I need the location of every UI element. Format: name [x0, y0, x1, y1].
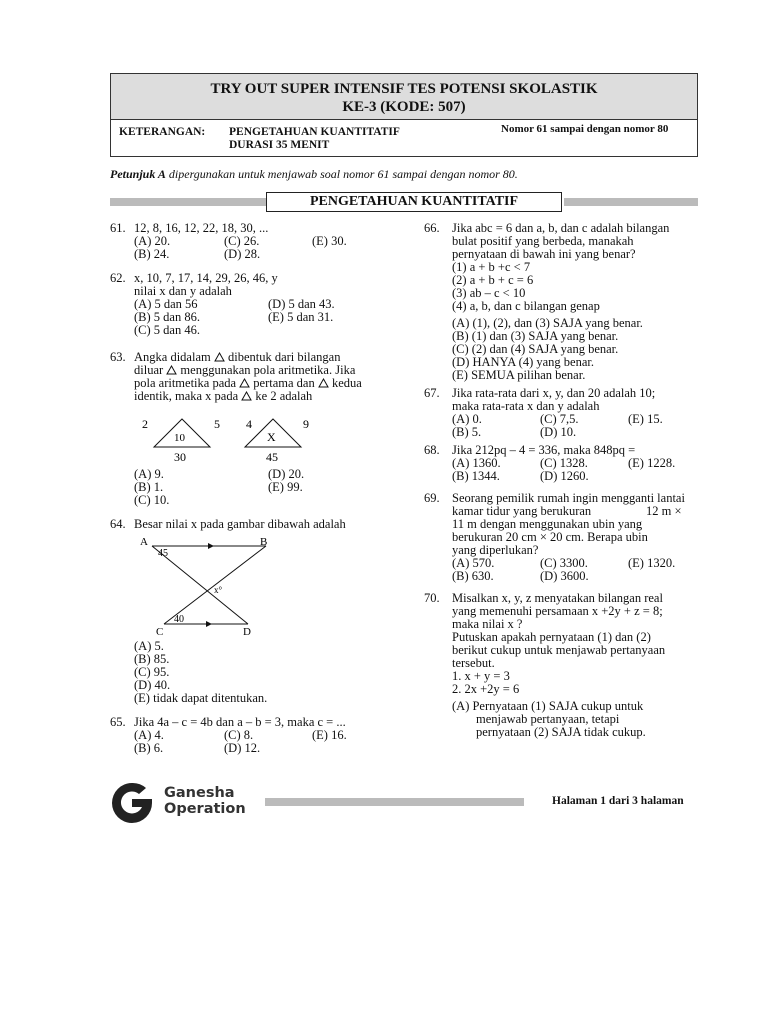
- q65-option-e: (E) 16.: [312, 728, 347, 742]
- arrow-cd-icon: [206, 621, 212, 627]
- q65-option-d: (D) 12.: [224, 741, 261, 755]
- q69-option-d: (D) 3600.: [540, 569, 589, 583]
- q67-number: 67.: [424, 386, 440, 400]
- q63-l3a: pola aritmetika pada: [134, 376, 237, 390]
- q65-option-b: (B) 6.: [134, 741, 164, 755]
- angle-x: x°: [214, 585, 223, 595]
- q67-line2: maka rata-rata x dan y adalah: [452, 399, 600, 413]
- q65-number: 65.: [110, 715, 126, 729]
- q70-line4: Putuskan apakah pernyataan (1) dan (2): [452, 630, 651, 644]
- q63-line2: [134, 364, 355, 377]
- ganesha-logo-icon: [108, 780, 156, 824]
- q66-line1: Jika abc = 6 dan a, b, dan c adalah bilangan: [452, 221, 670, 235]
- q68-option-a: (A) 1360.: [452, 456, 501, 470]
- q63-l4b: ke 2 adalah: [255, 389, 313, 403]
- question-62: [110, 272, 390, 338]
- q64-text: Besar nilai x pada gambar dibawah adalah: [134, 517, 346, 531]
- q66-option-c: (C) (2) dan (4) SAJA yang benar.: [452, 342, 619, 356]
- triangle-2-right: 9: [303, 417, 309, 431]
- duration-label: DURASI 35 MENIT: [229, 139, 330, 151]
- keterangan-label: KETERANGAN:: [119, 126, 206, 138]
- q63-line3: [134, 377, 362, 390]
- q62-number: 62.: [110, 271, 126, 285]
- triangle-symbol-icon: [166, 365, 177, 375]
- q67-line1: Jika rata-rata dari x, y, dan 20 adalah 10;: [452, 386, 656, 400]
- q70-line6: tersebut.: [452, 656, 495, 670]
- section-title: PENGETAHUAN KUANTITATIF: [266, 192, 562, 212]
- triangle-symbol-icon: [214, 352, 225, 362]
- q63-line1: [134, 351, 340, 364]
- q68-number: 68.: [424, 443, 440, 457]
- header-title-line1: TRY OUT SUPER INTENSIF TES POTENSI SKOLASTIK: [210, 81, 598, 97]
- q67-option-e: (E) 15.: [628, 412, 663, 426]
- q61-option-e: (E) 30.: [312, 234, 347, 248]
- q67-option-b: (B) 5.: [452, 425, 482, 439]
- label-a: A: [140, 536, 148, 548]
- q64-figure: [136, 536, 286, 636]
- angle-45: 45: [158, 548, 168, 559]
- q63-option-d: (D) 20.: [268, 467, 305, 481]
- brand-line2: Operation: [164, 801, 246, 817]
- range-label: Nomor 61 sampai dengan nomor 80: [501, 123, 669, 135]
- q69-line2b: 12 m ×: [646, 504, 682, 518]
- question-64: [110, 518, 395, 708]
- q62-line1: x, 10, 7, 17, 14, 29, 26, 46, y: [134, 271, 278, 285]
- page-number: Halaman 1 dari 3 halaman: [552, 795, 684, 807]
- question-67: [424, 387, 699, 439]
- triangle-2-bottom: 45: [266, 450, 278, 464]
- q63-l1b: dibentuk dari bilangan: [227, 350, 341, 364]
- q70-line3: maka nilai x ?: [452, 617, 523, 631]
- brand-name: [164, 785, 246, 817]
- q62-option-e: (E) 5 dan 31.: [268, 310, 334, 324]
- q63-l2a: diluar: [134, 363, 164, 377]
- q69-line4: berukuran 20 cm × 20 cm. Berapa ubin: [452, 530, 648, 544]
- q63-l3b: pertama dan: [253, 376, 315, 390]
- angle-40: 40: [174, 614, 184, 625]
- q62-option-b: (B) 5 dan 86.: [134, 310, 200, 324]
- q61-option-d: (D) 28.: [224, 247, 261, 261]
- q62-line2: nilai x dan y adalah: [134, 284, 232, 298]
- q68-option-b: (B) 1344.: [452, 469, 500, 483]
- triangle-1-right: 5: [214, 417, 220, 431]
- question-66: [424, 222, 699, 382]
- triangle-2-left: 4: [246, 417, 252, 431]
- q66-option-d: (D) HANYA (4) yang benar.: [452, 355, 594, 369]
- instruction-bold: Petunjuk A: [110, 167, 166, 181]
- q69-option-c: (C) 3300.: [540, 556, 588, 570]
- footer-bar: [265, 798, 524, 806]
- q70-number: 70.: [424, 591, 440, 605]
- q63-l4a: identik, maka x pada: [134, 389, 239, 403]
- triangle-1-left: 2: [142, 417, 148, 431]
- q70-option-a-line1: (A) Pernyataan (1) SAJA cukup untuk: [452, 699, 644, 713]
- q66-statement-1: (1) a + b +c < 7: [452, 260, 531, 274]
- header-info: [111, 120, 697, 156]
- q66-option-a: (A) (1), (2), dan (3) SAJA yang benar.: [452, 316, 643, 330]
- label-d: D: [243, 626, 251, 636]
- q62-option-d: (D) 5 dan 43.: [268, 297, 335, 311]
- q65-option-a: (A) 4.: [134, 728, 164, 742]
- triangle-2-center: X: [267, 430, 276, 444]
- q63-number: 63.: [110, 350, 126, 364]
- q70-option-a-line2: menjawab pertanyaan, tetapi: [476, 712, 620, 726]
- q63-l3c: kedua: [331, 376, 362, 390]
- q64-option-c: (C) 95.: [134, 665, 170, 679]
- section-bar-left: [110, 198, 266, 206]
- q61-option-c: (C) 26.: [224, 234, 260, 248]
- subject-label: PENGETAHUAN KUANTITATIF: [229, 126, 400, 138]
- section-bar-right: [564, 198, 698, 206]
- brand-line1: Ganesha: [164, 785, 235, 801]
- q66-option-e: (E) SEMUA pilihan benar.: [452, 368, 586, 382]
- q69-option-b: (B) 630.: [452, 569, 494, 583]
- triangle-symbol-icon: [318, 378, 329, 388]
- question-61: [110, 222, 390, 262]
- question-69: [424, 492, 699, 582]
- q63-line4: [134, 390, 312, 403]
- q64-option-b: (B) 85.: [134, 652, 170, 666]
- q64-option-e: (E) tidak dapat ditentukan.: [134, 691, 268, 705]
- q63-l1a: Angka didalam: [134, 350, 211, 364]
- q62-option-c: (C) 5 dan 46.: [134, 323, 200, 337]
- header-title-line2: KE-3 (KODE: 507): [342, 99, 466, 115]
- q66-line2: bulat positif yang berbeda, manakah: [452, 234, 634, 248]
- q64-option-a: (A) 5.: [134, 639, 164, 653]
- q68-option-c: (C) 1328.: [540, 456, 588, 470]
- triangle-symbol-icon: [241, 391, 252, 401]
- q64-number: 64.: [110, 517, 126, 531]
- q70-line1: Misalkan x, y, z menyatakan bilangan real: [452, 591, 663, 605]
- q63-option-c: (C) 10.: [134, 493, 170, 507]
- q68-option-e: (E) 1228.: [628, 456, 676, 470]
- question-70: [424, 592, 699, 742]
- q66-statement-3: (3) ab – c < 10: [452, 286, 526, 300]
- label-b: B: [260, 536, 268, 548]
- question-68: [424, 444, 699, 484]
- q67-option-a: (A) 0.: [452, 412, 482, 426]
- q63-option-a: (A) 9.: [134, 467, 164, 481]
- q63-option-e: (E) 99.: [268, 480, 303, 494]
- q66-option-b: (B) (1) dan (3) SAJA yang benar.: [452, 329, 619, 343]
- q69-line1: Seorang pemilik rumah ingin mengganti lantai: [452, 491, 685, 505]
- q69-line2a: kamar tidur yang berukuran: [452, 504, 592, 518]
- q66-line3: pernyataan di bawah ini yang benar?: [452, 247, 636, 261]
- header-box: [110, 73, 698, 157]
- q70-statement-1: 1. x + y = 3: [452, 669, 510, 683]
- q61-option-b: (B) 24.: [134, 247, 170, 261]
- header-title-band: [111, 74, 697, 120]
- q62-option-a: (A) 5 dan 56: [134, 297, 198, 311]
- q68-text: Jika 212pq – 4 = 336, maka 848pq =: [452, 443, 636, 457]
- q70-statement-2: 2. 2x +2y = 6: [452, 682, 520, 696]
- arrow-ab-icon: [208, 543, 214, 549]
- label-c: C: [156, 626, 164, 636]
- q69-option-e: (E) 1320.: [628, 556, 676, 570]
- q64-option-d: (D) 40.: [134, 678, 171, 692]
- instruction-text: dipergunakan untuk menjawab soal nomor 61 sampai dengan nomor 80.: [165, 167, 518, 181]
- q61-option-a: (A) 20.: [134, 234, 171, 248]
- q66-statement-4: (4) a, b, dan c bilangan genap: [452, 299, 600, 313]
- q63-triangle-figure: [136, 417, 336, 465]
- q65-option-c: (C) 8.: [224, 728, 254, 742]
- question-63: [110, 351, 395, 511]
- instruction: [110, 167, 518, 182]
- q67-option-d: (D) 10.: [540, 425, 577, 439]
- q63-l2b: menggunakan pola aritmetika. Jika: [180, 363, 356, 377]
- q66-number: 66.: [424, 221, 440, 235]
- q69-option-a: (A) 570.: [452, 556, 495, 570]
- q70-option-a-line3: pernyataan (2) SAJA tidak cukup.: [476, 725, 646, 739]
- q63-option-b: (B) 1.: [134, 480, 164, 494]
- q69-line5: yang diperlukan?: [452, 543, 539, 557]
- q69-number: 69.: [424, 491, 440, 505]
- triangle-1-bottom: 30: [174, 450, 186, 464]
- q61-number: 61.: [110, 221, 126, 235]
- q70-line2: yang memenuhi persamaan x +2y + z = 8;: [452, 604, 663, 618]
- q70-line5: berikut cukup untuk menjawab pertanyaan: [452, 643, 666, 657]
- triangle-symbol-icon: [239, 378, 250, 388]
- q68-option-d: (D) 1260.: [540, 469, 589, 483]
- q66-statement-2: (2) a + b + c = 6: [452, 273, 534, 287]
- q65-text: Jika 4a – c = 4b dan a – b = 3, maka c = ...: [134, 715, 346, 729]
- triangle-1-center: 10: [174, 432, 185, 444]
- q61-text: 12, 8, 16, 12, 22, 18, 30, ...: [134, 221, 269, 235]
- question-65: [110, 716, 395, 756]
- q67-option-c: (C) 7,5.: [540, 412, 579, 426]
- q69-line3: 11 m dengan menggunakan ubin yang: [452, 517, 643, 531]
